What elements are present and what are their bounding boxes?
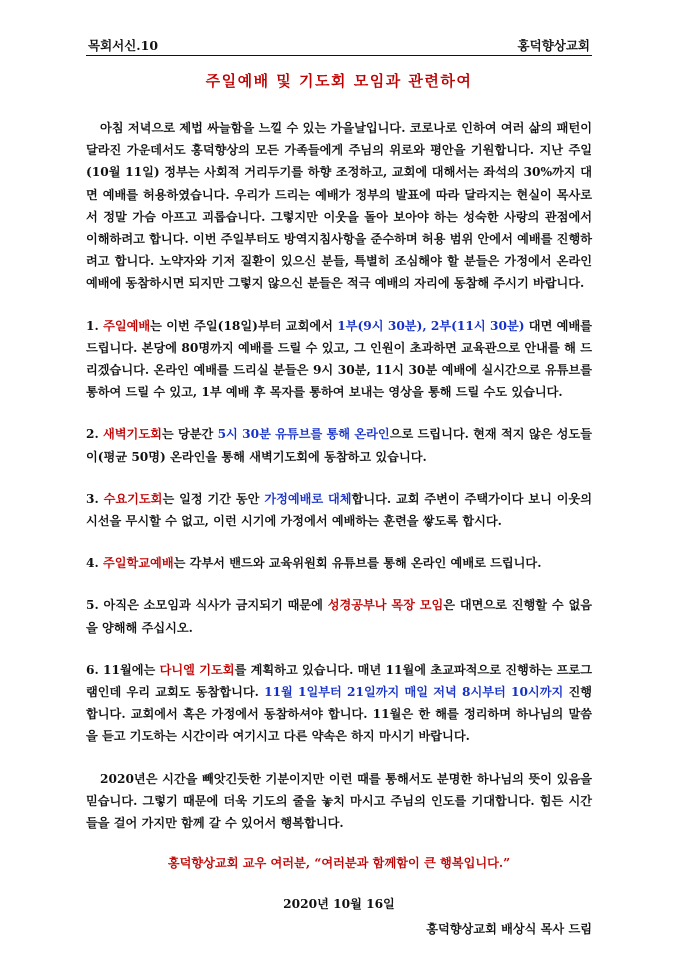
notice-item-segment: 2. <box>86 427 104 442</box>
notice-item-segment: 주일예배 <box>103 318 151 333</box>
notice-item-segment: 은 대면으로 진행할 수 없음을 양해해 주십시오. <box>86 598 593 635</box>
signature: 홍덕향상교회 배상식 목사 드림 <box>426 922 592 937</box>
notice-items <box>86 315 592 748</box>
notice-item-segment: 진행합니다. 교회에서 혹은 가정에서 동참하셔야 합니다. 11월은 한 해를 정리하며 하나님의 말씀을 듣고 기도하는 시간이라 여기시고 다른 약속은 하지 마시기 바랍니다. <box>86 685 592 744</box>
church-name: 홍덕향상교회 <box>517 38 590 53</box>
notice-item-2 <box>86 423 592 467</box>
notice-item-segment: 1. <box>86 318 104 333</box>
notice-item-segment: 5시 30분 유튜브를 통해 온라인 <box>217 427 390 442</box>
notice-item-segment: 3. <box>86 491 104 506</box>
notice-item-segment: 4. <box>86 556 103 571</box>
notice-item-segment: 다니엘 기도회 <box>159 662 235 677</box>
notice-item-4 <box>86 552 592 574</box>
notice-item-segment: 가정예배로 대체 <box>264 491 352 506</box>
notice-item-segment: 는 일정 기간 동안 <box>162 491 265 506</box>
notice-item-segment: 수요기도회 <box>103 491 163 506</box>
letter-series-label: 목회서신.10 <box>88 38 159 53</box>
header-divider <box>86 55 592 56</box>
notice-item-segment: 1부(9시 30분), 2부(11시 30분) <box>337 318 525 333</box>
notice-item-segment: 6. 11월에는 <box>86 662 160 677</box>
notice-item-segment: 주일학교예배 <box>102 556 174 571</box>
closing-greeting: 홍덕향상교회 교우 여러분, “여러분과 함께함이 큰 행복입니다.” <box>167 856 511 871</box>
notice-item-5 <box>86 594 592 638</box>
notice-item-segment: 를 계획하고 있습니다. 매년 11월에 초교파적으로 진행하는 프로그램인데 우리 교회도 동참합니다. <box>86 662 592 700</box>
notice-item-segment: 는 이번 주일(18일)부터 교회에서 <box>150 318 338 333</box>
notice-item-segment: 대면 예배를 드립니다. 본당에 80명까지 예배를 드릴 수 있고, 그 인원이 초과하면 교육관으로 안내를 해 드리겠습니다. 온라인 예배를 드리실 분들은 9시 30분, 11시 30분 예배에 실시간으로 유튜브를 통하여 드릴 수 있고, 1부 예배 후 목자를 통하여 보내는 영상을 통해 드릴 수도 있습니다. <box>86 318 593 400</box>
letter-title: 주일예배 및 기도회 모임과 관련하여 <box>205 72 473 90</box>
notice-item-3 <box>86 488 592 532</box>
notice-item-segment: 합니다. 교회 주변이 주택가이다 보니 이웃의 시선을 무시할 수 없고, 이런 시기에 가정에서 예배하는 훈련을 쌓도록 합시다. <box>86 491 593 529</box>
outro-paragraph: 2020년은 시간을 빼앗긴듯한 기분이지만 이런 때를 통해서도 분명한 하나님의 뜻이 있음을 믿습니다. 그렇기 때문에 더욱 기도의 줄을 놓치 마시고 주님의 인도를 기대합니다. 힘든 시간들을 걸어 가지만 함께 갈 수 있어서 행복합니다. <box>86 771 592 831</box>
notice-item-1 <box>86 315 592 404</box>
notice-item-segment: 5. 아직은 소모임과 식사가 금지되기 때문에 <box>86 598 328 613</box>
notice-item-segment: 는 당분간 <box>161 427 218 442</box>
letter-date: 2020년 10월 16일 <box>283 897 395 912</box>
letter-body <box>86 117 592 937</box>
notice-item-segment: 새벽기도회 <box>103 427 162 442</box>
notice-item-segment: 11월 1일부터 21일까지 매일 저녁 8시부터 10시까지 <box>264 685 564 700</box>
notice-item-6 <box>86 659 592 748</box>
notice-item-segment: 성경공부나 목장 모임 <box>327 598 444 613</box>
notice-item-segment: 으로 드립니다. 현재 적지 않은 성도들이(평균 50명) 온라인을 통해 새벽기도회에 동참하고 있습니다. <box>86 427 592 464</box>
intro-paragraph: 아침 저녁으로 제법 싸늘함을 느낄 수 있는 가을날입니다. 코로나로 인하여 여러 삶의 패턴이 달라진 가운데서도 홍덕향상의 모든 가족들에게 주님의 위로와 평안을 기원합니다. 지난 주일(10월 11일) 정부는 사회적 거리두기를 하향 조정하고, 교회에 대해서는 좌석의 30%까지 대면 예배를 허용하였습니다. 우리가 드리는 예배가 정부의 발표에 따라 달라지는 현실이 목사로서 정말 가슴 아프고 괴롭습니다. 그렇지만 이웃을 돌아 보아야 하는 성숙한 사랑의 관점에서 이해하려고 합니다. 이번 주일부터도 방역지침사항을 준수하며 허용 범위 안에서 예배를 진행하려고 합니다. 노약자와 기저 질환이 있으신 분들, 특별히 조심해야 할 분들은 가정에서 온라인 예배에 동참하시면 되지만 그렇지 않으신 분들은 적극 예배의 자리에 동참해 주시기 바랍니다. <box>86 121 592 291</box>
notice-item-segment: 는 각부서 밴드와 교육위원회 유튜브를 통해 온라인 예배로 드립니다. <box>173 556 542 571</box>
